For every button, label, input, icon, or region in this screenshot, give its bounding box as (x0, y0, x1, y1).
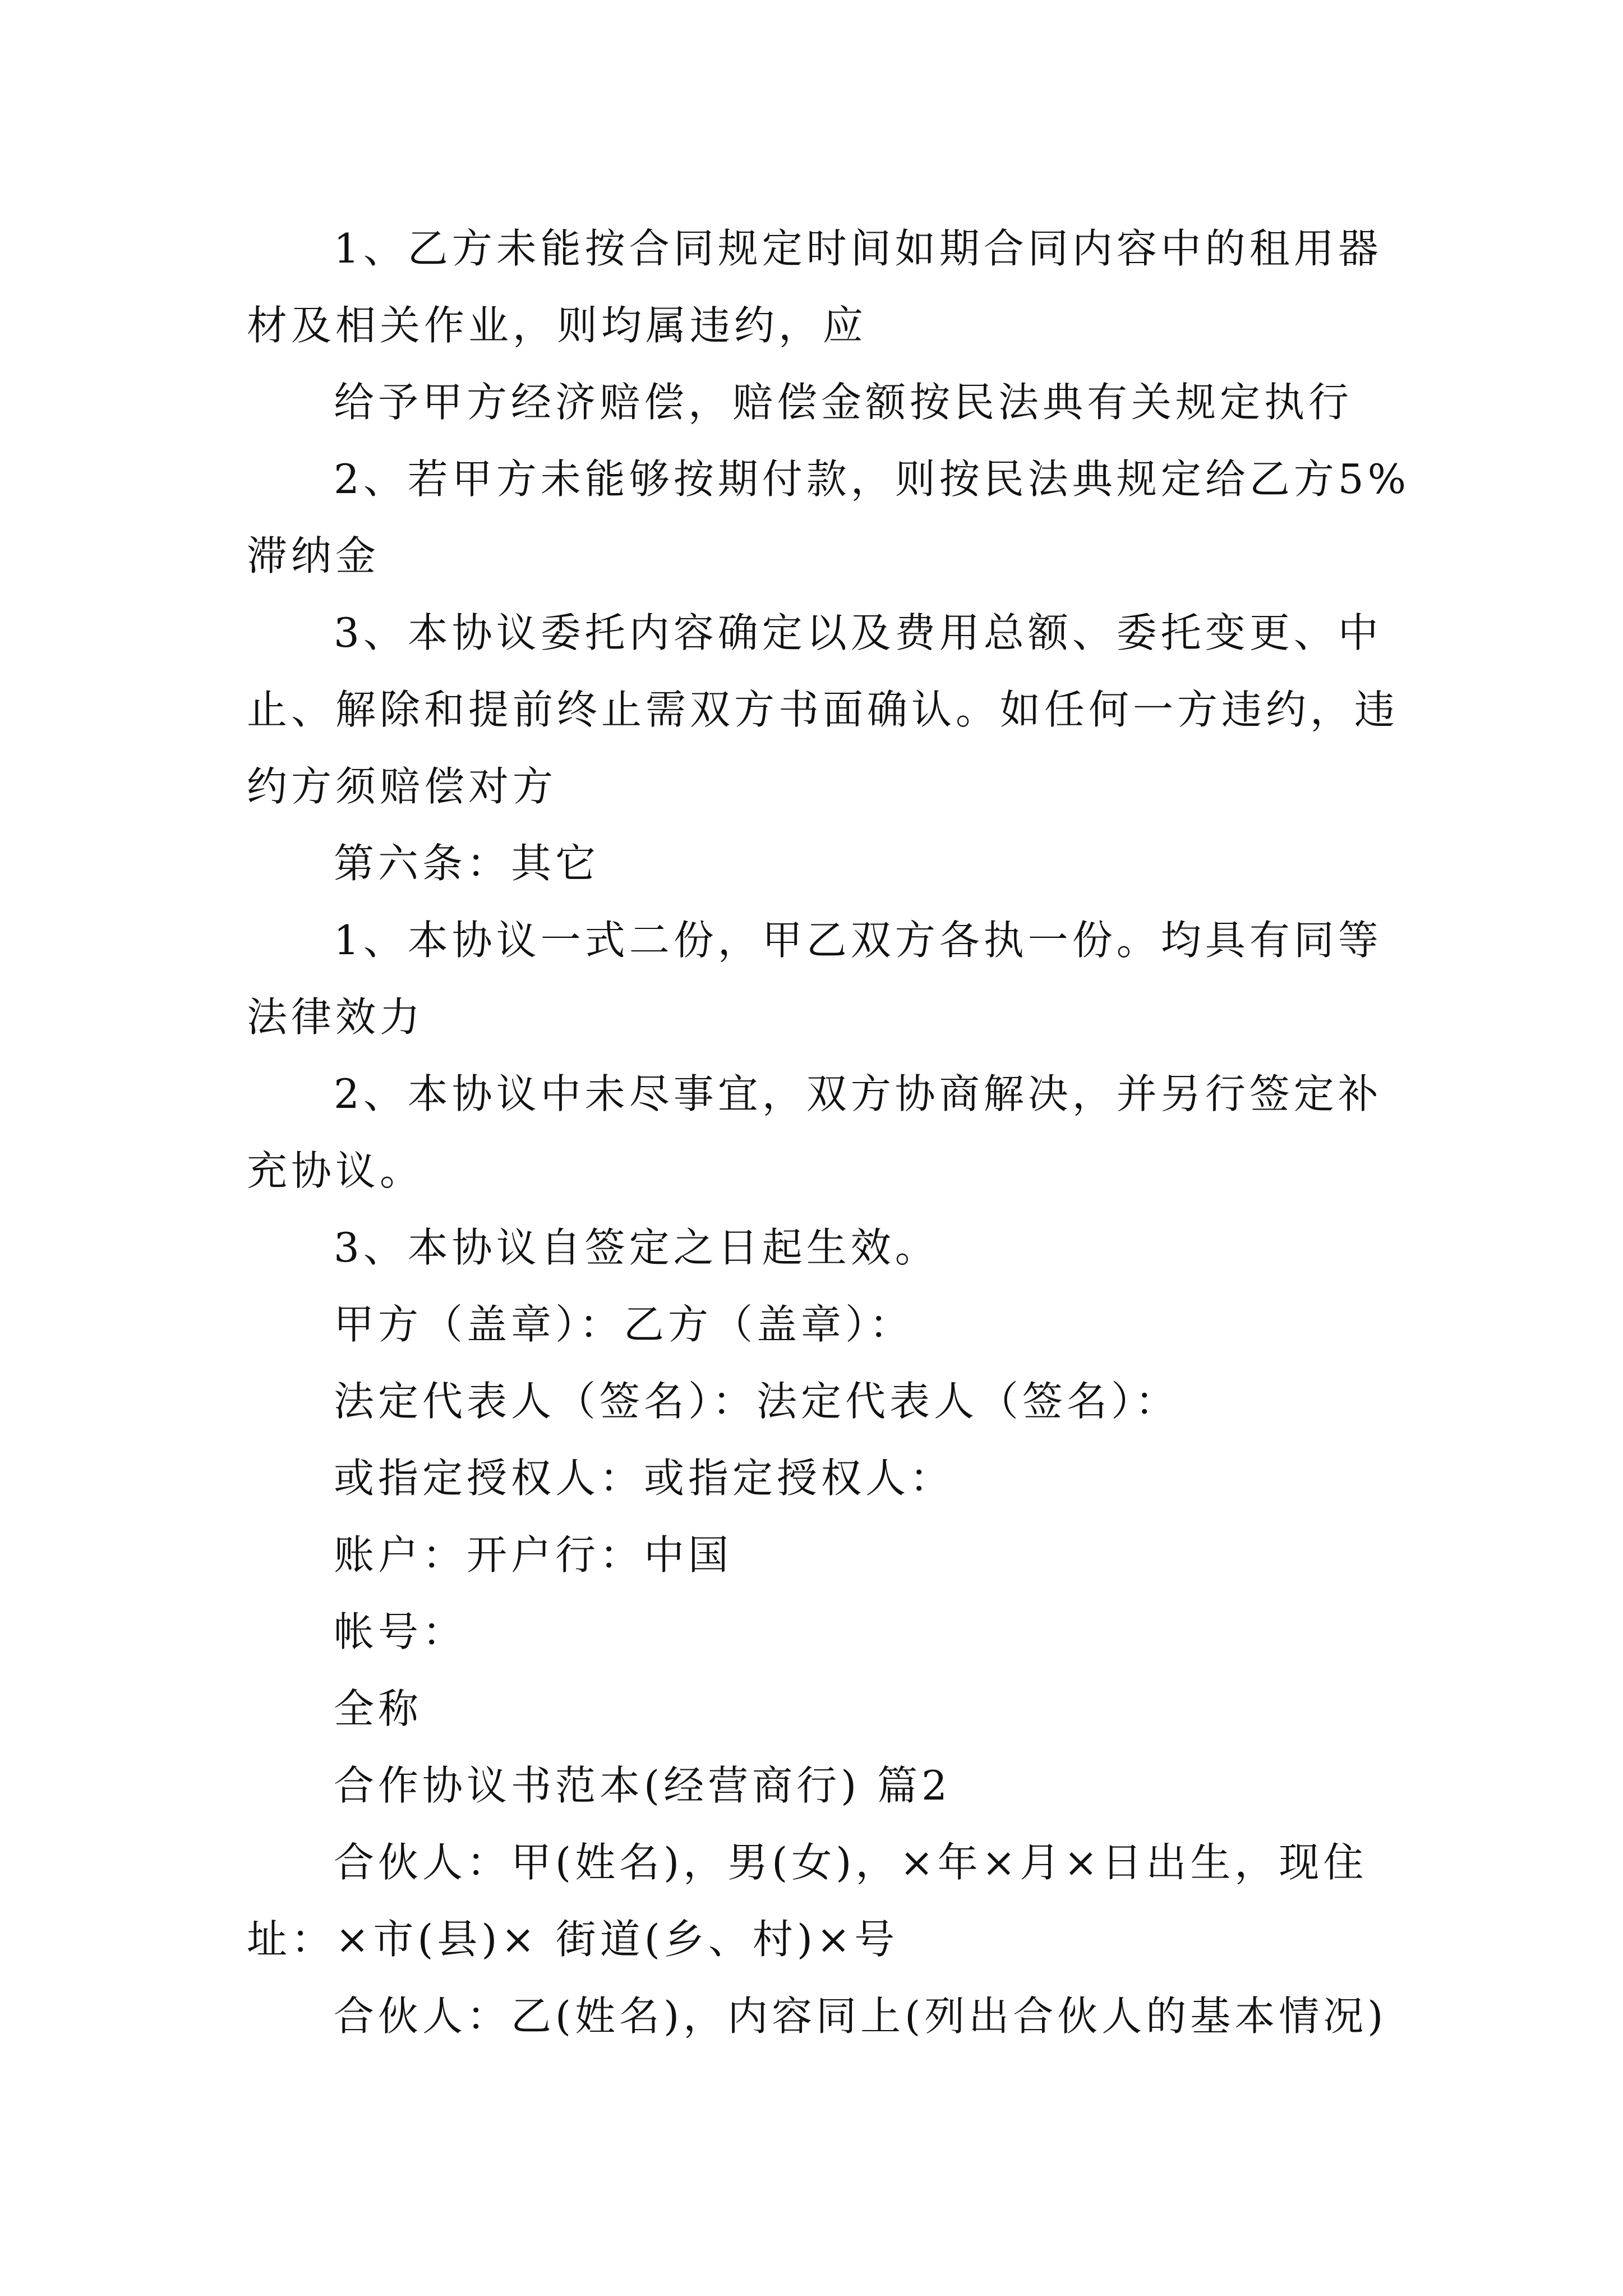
clause-line: 2、本协议中未尽事宜，双方协商解决，并另行签定补 (334, 1070, 1382, 1117)
clause-line: 材及相关作业，则均属违约，应 (247, 302, 868, 349)
partner-line: 合伙人：甲(姓名)，男(女)，×年×月×日出生，现住 (334, 1839, 1368, 1886)
signature-line: 甲方（盖章）：乙方（盖章）： (334, 1301, 914, 1348)
clause-line: 3、本协议委托内容确定以及费用总额、委托变更、中 (334, 609, 1382, 656)
section-title: 合作协议书范本(经营商行) 篇2 (334, 1762, 951, 1809)
signature-line: 法定代表人（签名）：法定代表人（签名）： (334, 1378, 1180, 1425)
clause-line: 1、本协议一式二份，甲乙双方各执一份。均具有同等 (334, 917, 1382, 964)
partner-line: 址：×市(县)× 街道(乡、村)×号 (247, 1916, 899, 1963)
article-heading: 第六条：其它 (334, 840, 600, 887)
account-name-line: 全称 (334, 1685, 423, 1732)
clause-line: 充协议。 (247, 1147, 425, 1194)
clause-line: 滞纳金 (247, 532, 380, 579)
account-line: 账户：开户行：中国 (334, 1531, 733, 1579)
clause-line: 给予甲方经济赔偿，赔偿金额按民法典有关规定执行 (334, 379, 1353, 426)
clause-line: 1、乙方未能按合同规定时间如期合同内容中的租用器 (334, 225, 1382, 272)
signature-line: 或指定授权人：或指定授权人： (334, 1455, 955, 1502)
document-body (247, 210, 1413, 2055)
clause-line: 止、解除和提前终止需双方书面确认。如任何一方违约，违 (247, 686, 1399, 733)
clause-line: 3、本协议自签定之日起生效。 (334, 1224, 939, 1271)
clause-line: 法律效力 (247, 993, 425, 1041)
account-number-line: 帐号： (334, 1608, 467, 1655)
clause-line: 2、若甲方未能够按期付款，则按民法典规定给乙方5% (334, 455, 1410, 503)
clause-line: 约方须赔偿对方 (247, 763, 557, 810)
partner-line: 合伙人：乙(姓名)，内容同上(列出合伙人的基本情况) (334, 1993, 1387, 2040)
